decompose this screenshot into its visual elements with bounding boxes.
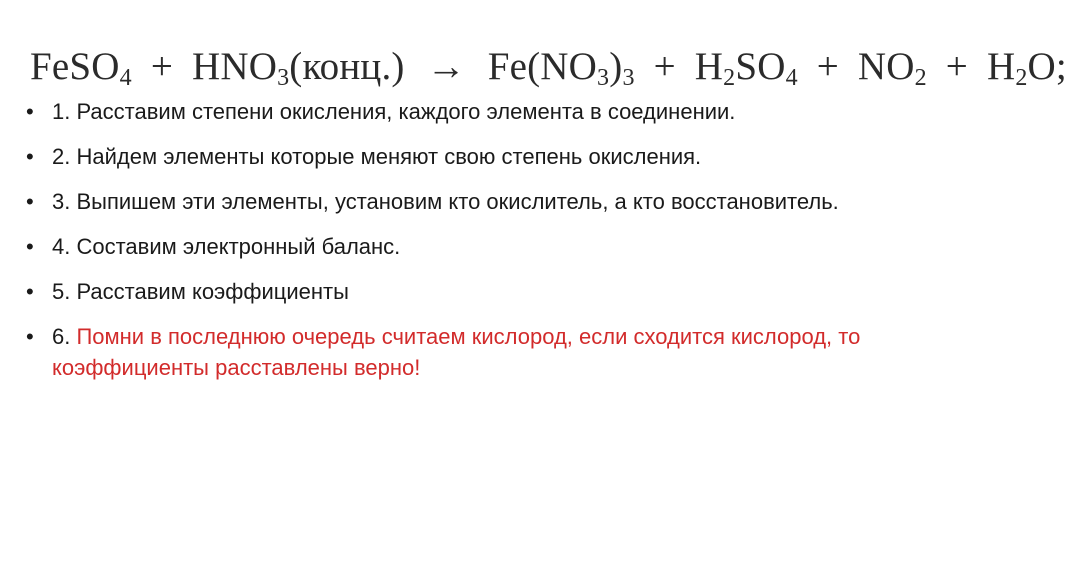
step-text: Найдем элементы которые меняют свою степень окисления. <box>76 144 702 169</box>
step-text: Расставим степени окисления, каждого элемента в соединении. <box>76 99 736 124</box>
plus-sign: + <box>150 45 174 88</box>
product-h2so4: $H_2SO_4$ <box>694 45 798 91</box>
step-text: Расставим коэффициенты <box>76 279 349 304</box>
reaction-arrow: → <box>426 45 466 88</box>
step-text: Составим электронный баланс. <box>76 234 401 259</box>
reactant-feso4: FeSO$_4$ <box>30 45 132 91</box>
reactant-hno3: $HNO_3(конц.)$ <box>191 45 405 91</box>
product-no2: $NO_2$ <box>857 45 927 91</box>
product-h2o: $H_2O$; <box>986 45 1067 91</box>
step-number: 2. <box>52 144 71 169</box>
step-item-warning <box>26 321 986 383</box>
bullet-icon: • <box>26 144 34 169</box>
chemical-equation <box>30 44 1067 89</box>
step-number: 6. <box>52 324 71 349</box>
step-item <box>26 96 986 127</box>
plus-sign: + <box>653 45 676 88</box>
bullet-icon: • <box>26 189 34 214</box>
step-number: 1. <box>52 99 71 124</box>
step-text: Выпишем эти элементы, установим кто окислитель, а кто восстановитель. <box>76 189 839 214</box>
step-item <box>26 141 986 172</box>
product-fe-no3-3: $Fe(NO_3)_3$ <box>487 45 635 91</box>
step-number: 3. <box>52 189 71 214</box>
bullet-icon: • <box>26 99 34 124</box>
bullet-icon: • <box>26 324 34 349</box>
step-item <box>26 231 986 262</box>
step-item <box>26 186 986 217</box>
steps-list <box>26 96 986 397</box>
step-text-warning: Помни в последнюю очередь считаем кислород, если сходится кислород, то коэффициенты расставлены верно! <box>52 324 861 380</box>
plus-sign: + <box>816 45 839 88</box>
step-number: 5. <box>52 279 71 304</box>
step-number: 4. <box>52 234 71 259</box>
bullet-icon: • <box>26 234 34 259</box>
plus-sign: + <box>945 45 968 88</box>
bullet-icon: • <box>26 279 34 304</box>
step-item <box>26 276 986 307</box>
